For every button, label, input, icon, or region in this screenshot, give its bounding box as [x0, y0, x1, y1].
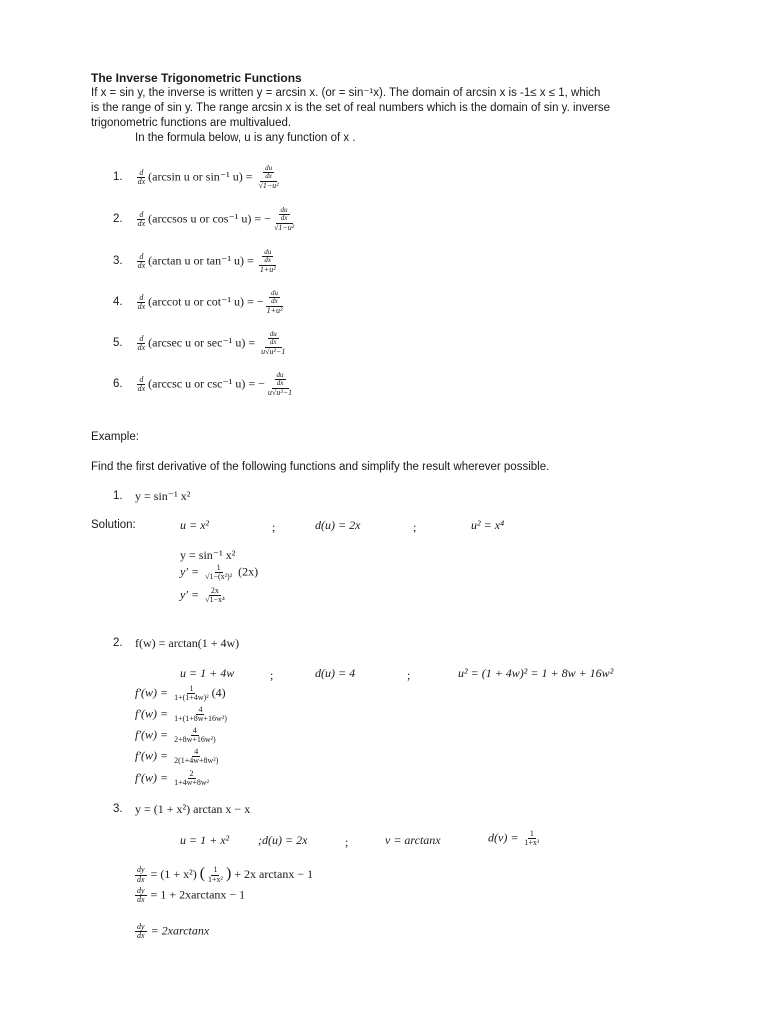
ex2-given-u2: u² = (1 + 4w)² = 1 + 8w + 16w²: [458, 666, 614, 680]
intro-line-3: trigonometric functions are multivalued.: [91, 117, 292, 129]
ex1-given-u2: u² = x⁴: [471, 518, 505, 532]
ex1-step-2: y′ = $\frac{1}{\text{√1−(x²)²}}$ (2x): [180, 563, 259, 582]
ex3-given-du: ;d(u) = 2x: [258, 833, 308, 847]
formula-row: [113, 207, 297, 232]
formula-rhs: $\frac{\frac{du}{dx}}{\text{1+u²}}$: [259, 248, 276, 274]
formula-row: [113, 165, 282, 190]
formula-rhs: $\frac{\frac{du}{dx}}{\text{1+u²}}$: [266, 289, 283, 315]
intro-line-2: is the range of sin y. The range arcsin x is the set of real numbers which is the domain of sin y. inverse: [91, 102, 611, 114]
ex1-problem: y = sin⁻¹ x²: [135, 489, 191, 503]
formula-sign: −: [256, 294, 264, 309]
ex1-step-3: y′ = $\frac{2x}{\text{√1−x⁴}}$: [180, 586, 225, 605]
formula-row: [113, 290, 285, 315]
ex3-given-u: u = 1 + x²: [180, 833, 230, 847]
ex3-step-1: $\frac{dy}{dx}$ = (1 + x²) ( $\frac{1}{\text{1+x²}}$ ) + 2x arctanx − 1: [137, 865, 314, 884]
ex2-given-du: d(u) = 4: [315, 666, 356, 680]
solution-label: Solution:: [91, 519, 136, 531]
ex2-given-sep2: ;: [407, 668, 411, 682]
ex1-given-sep1: ;: [272, 520, 276, 534]
ex3-step-3: $\frac{dy}{dx}$ = 2xarctanx: [137, 922, 210, 941]
example-label: Example:: [91, 431, 139, 443]
formula-lhs: (arcsin u or sin⁻¹ u) =: [148, 169, 253, 184]
ex3-step-2: $\frac{dy}{dx}$ = 1 + 2xarctanx − 1: [137, 886, 246, 905]
formula-number: 4.: [113, 296, 123, 309]
d-dx-operator: $\frac{d}{dx}$: [137, 374, 146, 394]
ex1-given-sep2: ;: [413, 520, 417, 534]
formula-number: 5.: [113, 337, 123, 350]
formula-lhs: (arctan u or tan⁻¹ u) =: [148, 253, 254, 268]
formula-rhs: $\frac{\frac{du}{dx}}{\text{√1−u²}}$: [258, 164, 279, 190]
ex3-given-dv: d(v) = $\frac{1}{\text{1+x²}}$: [488, 829, 540, 848]
d-dx-operator: $\frac{d}{dx}$: [137, 333, 146, 353]
ex2-given-u: u = 1 + 4w: [180, 666, 235, 680]
ex2-step: f′(w) = $\frac{4}{\text{1+(1+8w+16w²)}}$: [135, 705, 227, 724]
ex3-given-sep: ;: [345, 835, 349, 849]
formula-row: [113, 249, 279, 274]
formula-number: 2.: [113, 213, 123, 226]
ex2-number: 2.: [113, 637, 123, 649]
ex1-step-1: y = sin⁻¹ x²: [180, 548, 236, 562]
formula-lhs: (arcsec u or sec⁻¹ u) =: [148, 335, 256, 350]
ex3-given-v: v = arctanx: [385, 833, 441, 847]
ex2-step: f′(w) = $\frac{4}{\text{2+8w+16w²)}}$: [135, 726, 216, 745]
ex2-problem: f(w) = arctan(1 + 4w): [135, 636, 240, 650]
ex2-step: f′(w) = $\frac{2}{\text{1+4w+8w²}}$: [135, 769, 210, 788]
formula-rhs: $\frac{\frac{du}{dx}}{\text{u√u²−1}}$: [261, 330, 286, 356]
formula-lhs: (arccot u or cot⁻¹ u) =: [148, 294, 254, 309]
formula-number: 3.: [113, 255, 123, 268]
ex1-given-du: d(u) = 2x: [315, 518, 361, 532]
formula-row: [113, 331, 288, 356]
instructions: Find the first derivative of the following functions and simplify the result wherever possible.: [91, 461, 550, 473]
ex1-number: 1.: [113, 490, 123, 502]
ex2-given-sep1: ;: [270, 668, 274, 682]
d-dx-operator: $\frac{d}{dx}$: [137, 167, 146, 187]
intro-line-4: In the formula below, u is any function of x .: [135, 132, 356, 144]
formula-sign: −: [258, 376, 265, 391]
ex2-step: f′(w) = $\frac{4}{\text{2(1+4w+8w²)}}$: [135, 747, 219, 766]
page-title: The Inverse Trigonometric Functions: [91, 71, 302, 85]
ex3-problem: y = (1 + x²) arctan x − x: [135, 802, 251, 816]
formula-lhs: (arccsc u or csc⁻¹ u) =: [148, 376, 256, 391]
intro-line-1: If x = sin y, the inverse is written y = arcsin x. (or = sin⁻¹x). The domain of arcsin x is -1≤ x ≤ 1, which: [91, 87, 601, 99]
d-dx-operator: $\frac{d}{dx}$: [137, 251, 146, 271]
d-dx-operator: $\frac{d}{dx}$: [137, 209, 146, 229]
formula-lhs: (arccsos u or cos⁻¹ u) =: [148, 211, 262, 226]
formula-number: 1.: [113, 171, 123, 184]
formula-sign: −: [264, 211, 271, 226]
ex3-number: 3.: [113, 803, 123, 815]
formula-rhs: $\frac{\frac{du}{dx}}{\text{u√u²−1}}$: [267, 371, 293, 397]
formula-rhs: $\frac{\frac{du}{dx}}{\text{√1−u²}}$: [273, 206, 295, 232]
formula-number: 6.: [113, 378, 123, 391]
ex2-step: f′(w) = $\frac{1}{\text{1+(1+4w)²}}$ (4): [135, 684, 226, 703]
d-dx-operator: $\frac{d}{dx}$: [137, 292, 146, 312]
ex1-given-u: u = x²: [180, 518, 210, 532]
formula-row: [113, 372, 295, 397]
